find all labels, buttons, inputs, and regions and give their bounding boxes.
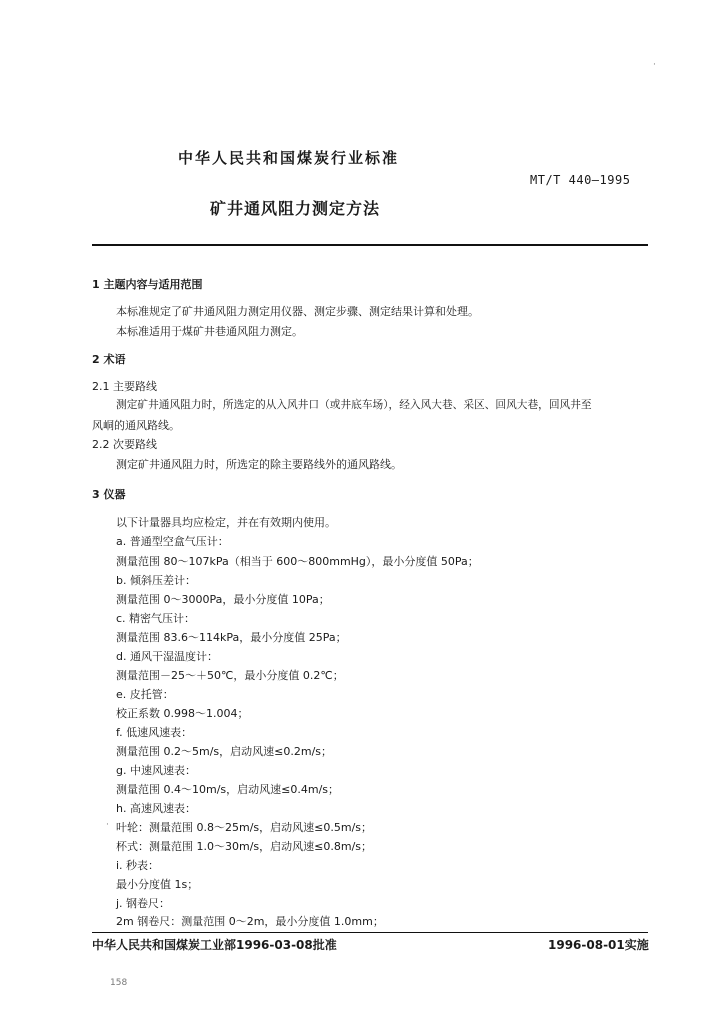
instrument-item-c: c. 精密气压计： [116,612,196,625]
instrument-spec-f: 测量范围 0.2～5m/s，启动风速≤0.2m/s； [116,745,333,758]
standard-code: MT/T 440—1995 [530,173,631,187]
section-3-heading: 3 仪器 [92,488,126,501]
instrument-spec-c: 测量范围 83.6～114kPa，最小分度值 25Pa； [116,631,347,644]
section-2-1-title: 2.1 主要路线 [92,380,157,393]
instrument-spec-d: 测量范围－25～＋50℃，最小分度值 0.2℃； [116,669,344,682]
instrument-item-a: a. 普通型空盒气压计： [116,535,229,548]
page-number: 158 [110,978,128,988]
instrument-spec-h-cup: 杯式：测量范围 1.0～30m/s，启动风速≤0.8m/s； [116,840,373,853]
header-rule [92,244,648,246]
footer-rule [92,932,648,933]
section-1-paragraph-2: 本标准适用于煤矿井巷通风阻力测定。 [116,325,303,338]
instrument-spec-i: 最小分度值 1s； [116,878,199,891]
implementation-date: 1996-08-01实施 [548,938,649,952]
instrument-item-d: d. 通风干湿温度计： [116,650,218,663]
instrument-item-b: b. 倾斜压差计： [116,574,196,587]
instrument-spec-e: 校正系数 0.998～1.004； [116,707,249,720]
section-1-heading: 1 主题内容与适用范围 [92,278,203,291]
instrument-item-f: f. 低速风速表： [116,726,193,739]
instrument-item-j: j. 钢卷尺： [116,897,171,910]
instrument-item-e: e. 皮托管： [116,688,174,701]
instrument-spec-g: 测量范围 0.4～10m/s，启动风速≤0.4m/s； [116,783,340,796]
section-2-2-line-1: 测定矿井通风阻力时，所选定的除主要路线外的通风路线。 [116,458,402,471]
approval-line: 中华人民共和国煤炭工业部1996-03-08批准 [92,938,337,952]
instrument-spec-j: 2m 钢卷尺：测量范围 0～2m，最小分度值 1.0mm； [116,915,384,928]
issuing-body: 中华人民共和国煤炭行业标准 [178,149,400,167]
instrument-spec-h-impeller: 叶轮：测量范围 0.8～25m/s，启动风速≤0.5m/s； [116,821,373,834]
section-2-heading: 2 术语 [92,353,126,366]
section-1-paragraph-1: 本标准规定了矿井通风阻力测定用仪器、测定步骤、测定结果计算和处理。 [116,305,479,318]
scan-speck: · [653,60,656,70]
instrument-spec-b: 测量范围 0～3000Pa，最小分度值 10Pa； [116,593,330,606]
section-3-intro: 以下计量器具均应检定，并在有效期内使用。 [116,516,336,529]
section-2-2-title: 2.2 次要路线 [92,438,157,451]
instrument-item-i: i. 秒表： [116,859,160,872]
instrument-spec-a: 测量范围 80～107kPa（相当于 600～800mmHg），最小分度值 50Pa； [116,555,479,568]
instrument-item-h: h. 高速风速表： [116,802,196,815]
section-2-1-line-2: 风峒的通风路线。 [92,419,180,432]
section-2-1-line-1: 测定矿井通风阻力时，所选定的从入风井口（或井底车场），经入风大巷、采区、回风大巷，回风井至 [116,398,592,411]
instrument-item-g: g. 中速风速表： [116,764,196,777]
document-title: 矿井通风阻力测定方法 [210,199,381,218]
scan-speck: · [106,820,109,830]
